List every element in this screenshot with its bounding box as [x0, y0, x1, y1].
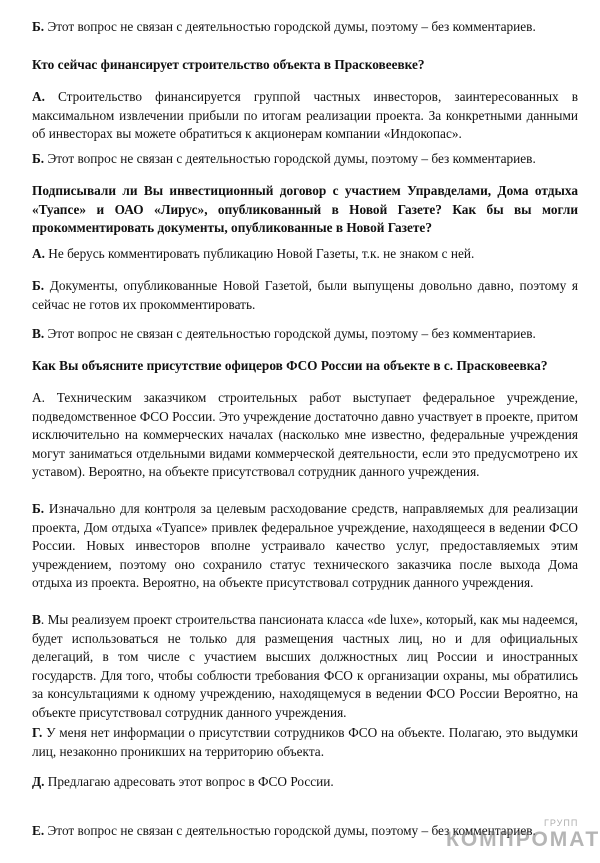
answer-marker: А.	[32, 246, 45, 261]
answer-marker: Б.	[32, 501, 45, 516]
answer-paragraph	[32, 245, 578, 264]
answer-text: Предлагаю адресовать этот вопрос в ФСО России.	[44, 774, 334, 789]
answer-marker: Е.	[32, 823, 45, 838]
question-heading: Подписывали ли Вы инвестиционный договор с участием Управделами, Дома отдыха «Туапсе» и ОАО «Лирус», опубликованный в Новой Газете? Как бы вы могли прокомментировать документы, опубликованные в Новой Газете?	[32, 183, 578, 236]
answer-paragraph	[32, 389, 578, 482]
watermark-logo	[446, 818, 600, 860]
answer-text: Этот вопрос не связан с деятельностью городской думы, поэтому – без комментариев.	[44, 326, 536, 341]
answer-marker: В.	[32, 326, 45, 341]
answer-paragraph	[32, 773, 578, 792]
answer-marker: А.	[32, 89, 45, 104]
answer-marker: Д.	[32, 774, 45, 789]
answer-text: . Мы реализуем проект строительства пансионата класса «de luxe», который, как мы надеемся, будет использоваться не только для размещения частных лиц, но и для официальных делегаций, в том числе с участием высших должностных лиц России и иностранных государств. Для того, чтобы соблюсти требования ФСО к организации охраны, мы обратились за консультациями к одному учреждению, находящемуся в ведении ФСО России Вероятно, на объекте присутствовал сотрудник данного учреждения.	[32, 612, 578, 720]
answer-text: Документы, опубликованные Новой Газетой, были выпущены довольно давно, поэтому я сейчас не готов их прокомментировать.	[32, 278, 578, 312]
answer-marker: В	[32, 612, 41, 627]
answer-paragraph	[32, 88, 578, 144]
answer-marker: Б.	[32, 151, 45, 166]
answer-marker: А.	[32, 390, 45, 405]
answer-paragraph	[32, 277, 578, 314]
answer-paragraph	[32, 150, 578, 169]
answer-marker: Б.	[32, 278, 45, 293]
answer-text: Этот вопрос не связан с деятельностью городской думы, поэтому – без комментариев.	[44, 19, 536, 34]
question-heading: Как Вы объясните присутствие офицеров ФСО России на объекте в с. Прасковеевка?	[32, 358, 548, 373]
answer-paragraph	[32, 724, 578, 761]
answer-text: У меня нет информации о присутствии сотрудников ФСО на объекте. Полагаю, это выдумки лиц, незаконно проникших на территорию объекта.	[32, 725, 578, 759]
watermark-word: КОМПРОМАТ	[446, 828, 600, 851]
answer-paragraph	[32, 611, 578, 723]
answer-text: Техническим заказчиком строительных работ выступает федеральное учреждение, подведомственное ФСО России. Это учреждение достаточно давно участвует в проекте, притом исключительно на коммерческих началах (насколько мне известно, федеральные учреждения могут заниматься отдельными видами коммерческой деятельности, если это предусмотрено их уставом). Вероятно, на объекте присутствовал сотрудник данного учреждения.	[32, 390, 578, 480]
answer-paragraph	[32, 18, 578, 37]
answer-marker: Г.	[32, 725, 43, 740]
answer-paragraph	[32, 325, 578, 344]
answer-marker: Б.	[32, 19, 45, 34]
answer-paragraph	[32, 500, 578, 593]
question-heading: Кто сейчас финансирует строительство объекта в Прасковеевке?	[32, 57, 425, 72]
answer-text: Этот вопрос не связан с деятельностью городской думы, поэтому – без комментариев.	[44, 151, 536, 166]
answer-text: Не берусь комментировать публикацию Новой Газеты, т.к. не знаком с ней.	[44, 246, 475, 261]
answer-text: Этот вопрос не связан с деятельностью городской думы, поэтому – без комментариев.	[44, 823, 536, 838]
answer-text: Строительство финансируется группой частных инвесторов, заинтересованных в максимальном извлечении прибыли по итогам реализации проекта. За конкретными данными об инвесторах вы можете обратиться к акционерам компании «Индокопас».	[32, 89, 578, 142]
answer-text: Изначально для контроля за целевым расходование средств, направляемых для реализации проекта, Дом отдыха «Туапсе» привлек федеральное учреждение, находящееся в ведении ФСО России. Новых инвесторов вполне устраивало качество услуг, предоставляемых этим учреждением, поэтому оно сохранило статус технического заказчика после выхода Дома отдыха из проекта. Вероятно, на объекте присутствовал сотрудник данного учреждения.	[32, 501, 578, 591]
watermark-group-text: ГРУПП	[544, 818, 579, 828]
